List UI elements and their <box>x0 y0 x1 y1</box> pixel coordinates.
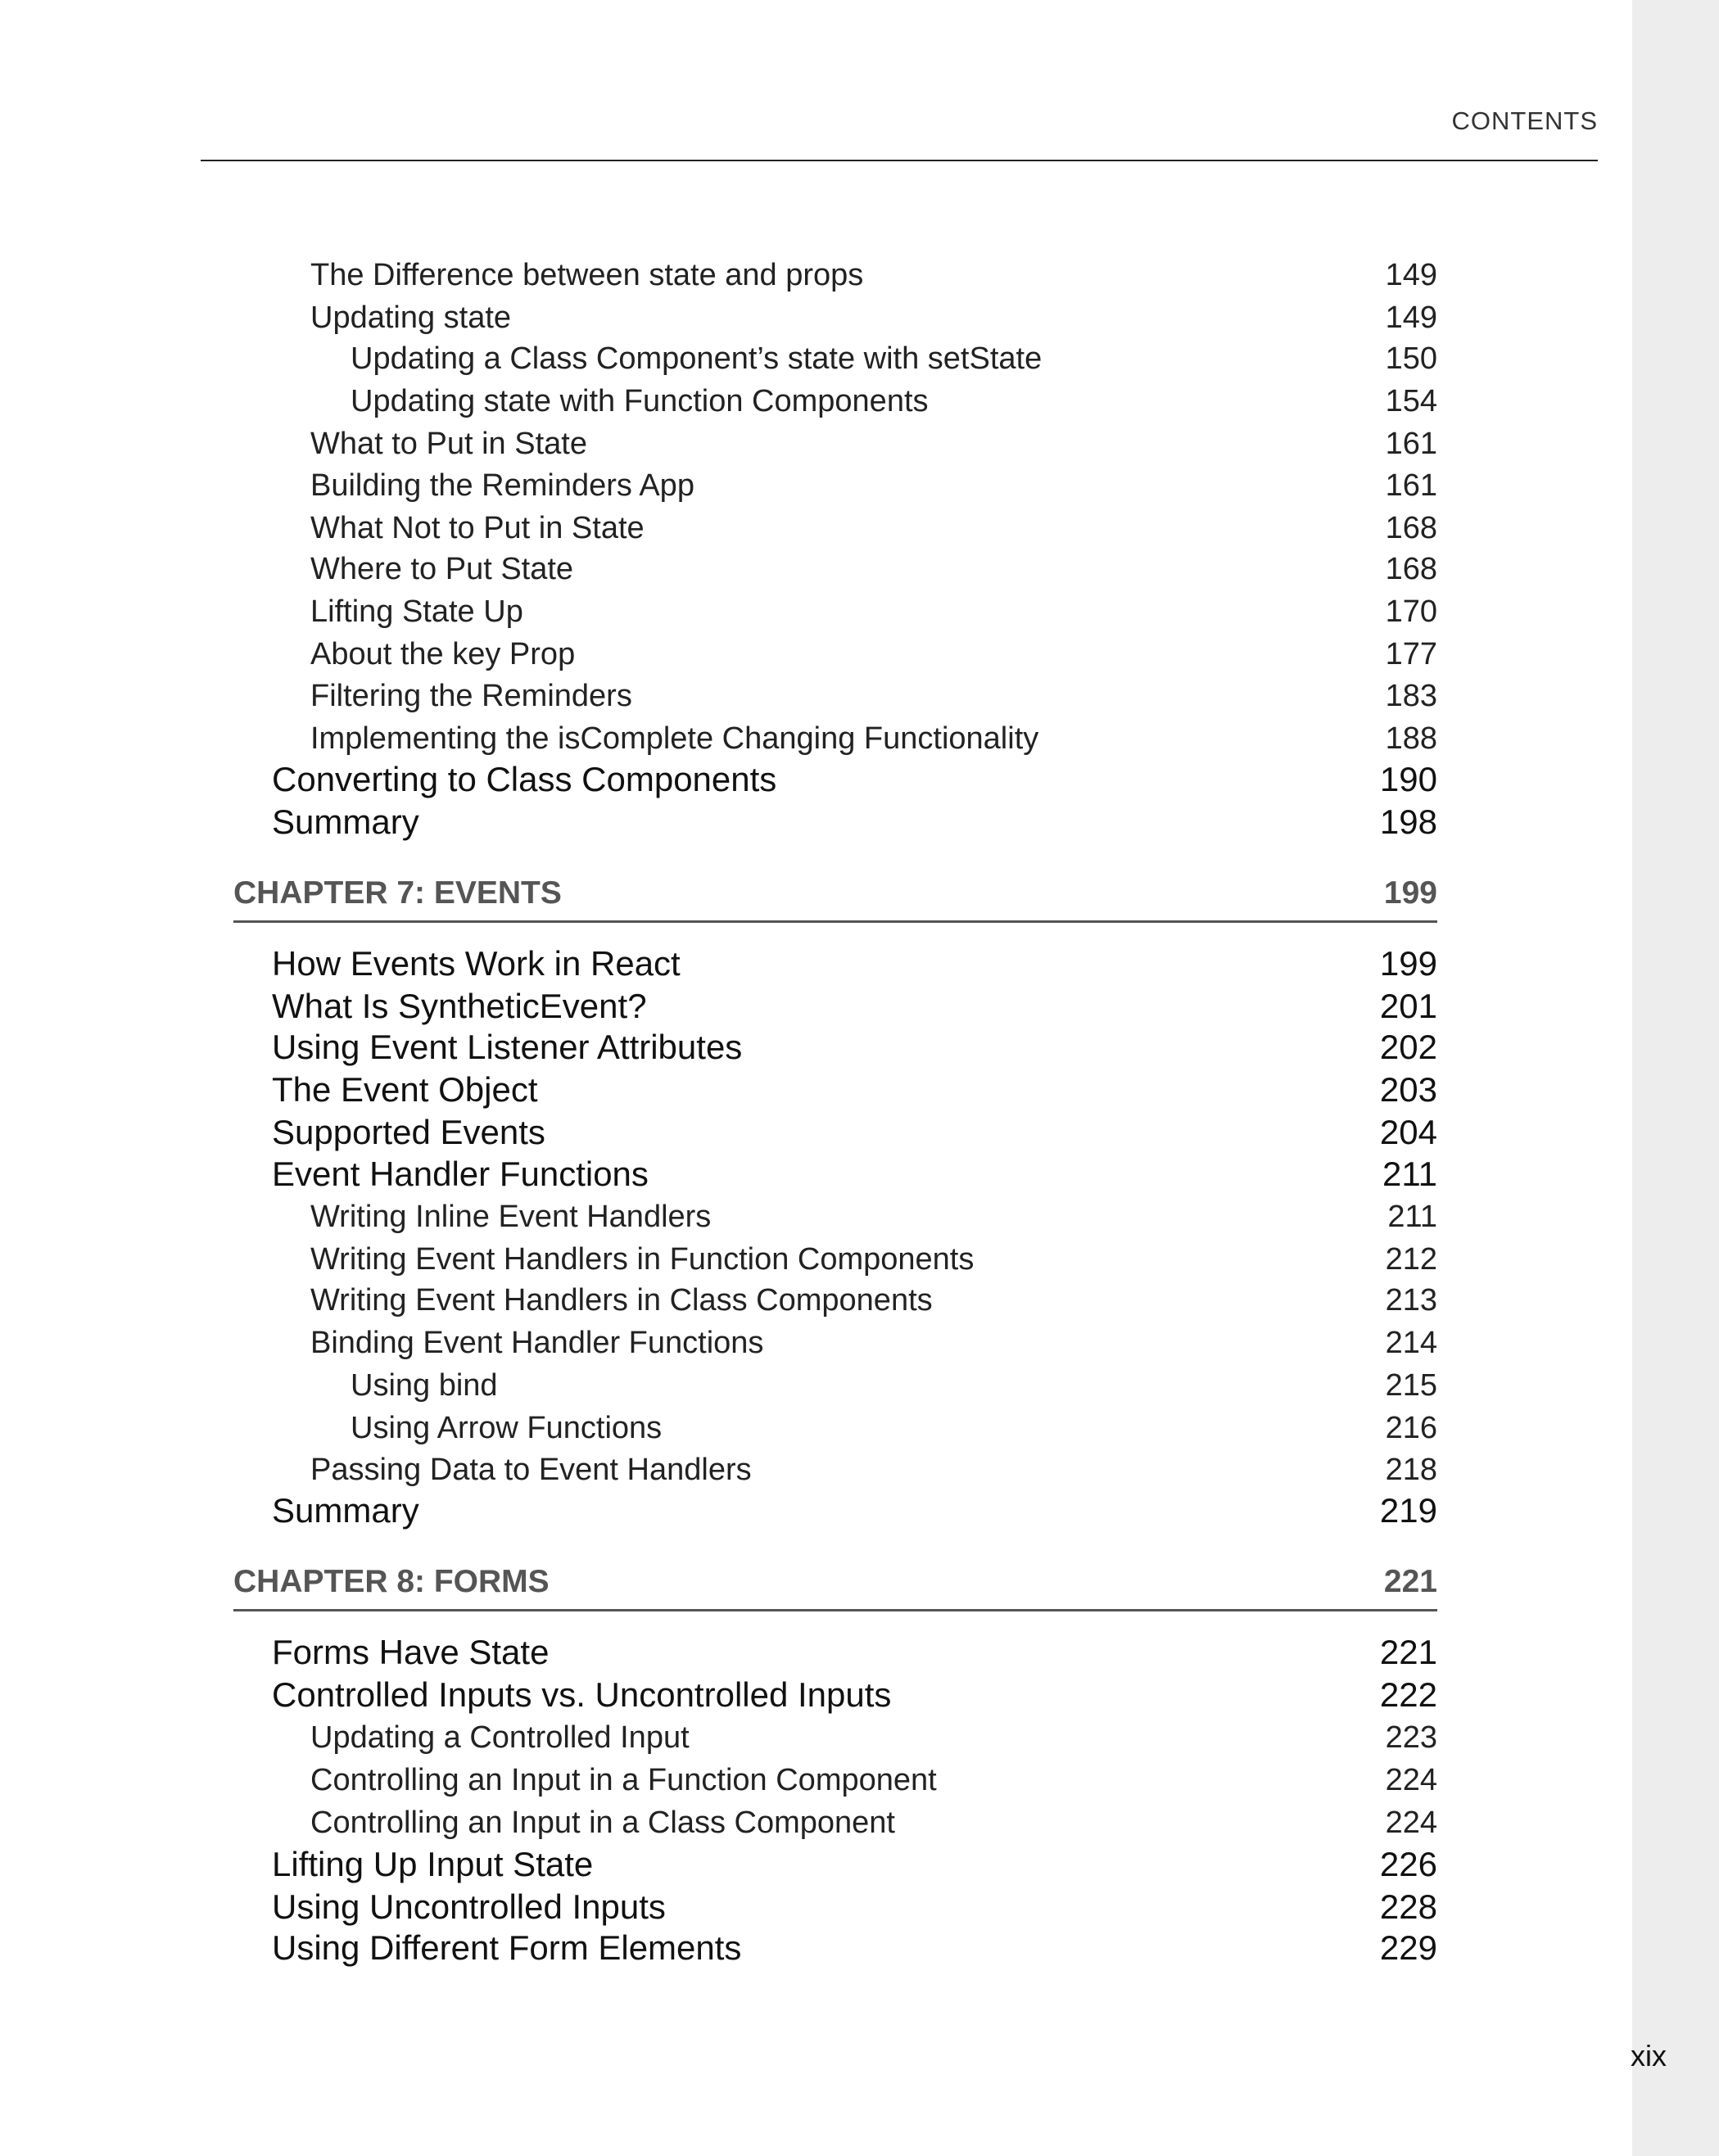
toc-entry <box>0 590 1437 633</box>
chapter-rule <box>233 920 1437 923</box>
entry-page-number: 223 <box>1385 1720 1437 1755</box>
toc-entry <box>0 423 1437 465</box>
entry-title: Updating a Controlled Input <box>310 1720 690 1755</box>
toc-entry <box>0 1407 1437 1449</box>
entry-title: Controlled Inputs vs. Uncontrolled Inputs <box>272 1675 892 1714</box>
entry-title: Writing Event Handlers in Function Components <box>310 1242 975 1277</box>
entry-page-number: 224 <box>1385 1763 1437 1797</box>
entry-title: Controlling an Input in a Class Component <box>310 1806 895 1840</box>
entry-title: Supported Events <box>272 1113 545 1151</box>
entry-page-number: 150 <box>1385 341 1437 376</box>
entry-title: Building the Reminders App <box>310 468 694 503</box>
toc-entry <box>0 717 1437 760</box>
entry-title: Updating state <box>310 301 512 335</box>
toc-entry <box>0 296 1437 339</box>
toc-entry <box>0 1759 1437 1801</box>
toc-entry <box>0 507 1437 549</box>
toc-entry <box>0 675 1437 717</box>
entry-page-number: 201 <box>1379 987 1437 1025</box>
toc-entry <box>0 1069 1437 1111</box>
toc-entry <box>0 1927 1437 1969</box>
entry-page-number: 177 <box>1385 637 1437 671</box>
entry-page-number: 199 <box>1383 875 1437 911</box>
entry-title: Writing Inline Event Handlers <box>310 1200 712 1234</box>
entry-page-number: 216 <box>1385 1411 1437 1445</box>
entry-page-number: 149 <box>1385 258 1437 292</box>
entry-page-number: 226 <box>1379 1845 1437 1883</box>
header-rule <box>201 160 1598 161</box>
entry-title: Using bind <box>351 1368 498 1403</box>
entry-title: Summary <box>272 802 419 841</box>
entry-title: Updating a Class Component’s state with setState <box>351 341 1043 376</box>
toc-entry <box>0 1026 1437 1069</box>
entry-title: Lifting Up Input State <box>272 1845 594 1883</box>
toc-entry <box>0 1886 1437 1928</box>
toc-entry <box>0 1631 1437 1674</box>
toc-entry <box>0 633 1437 676</box>
page-margin-strip <box>1632 0 1719 2156</box>
entry-title: What Is SyntheticEvent? <box>272 987 647 1025</box>
entry-page-number: 183 <box>1385 679 1437 713</box>
page-number: xix <box>1631 2039 1667 2072</box>
entry-title: The Difference between state and props <box>310 258 864 292</box>
entry-page-number: 154 <box>1385 384 1437 418</box>
chapter-heading <box>0 872 1437 915</box>
entry-page-number: 221 <box>1379 1633 1437 1671</box>
entry-page-number: 203 <box>1379 1070 1437 1109</box>
entry-page-number: 229 <box>1379 1928 1437 1967</box>
entry-title: Implementing the isComplete Changing Functionality <box>310 721 1039 756</box>
entry-page-number: 149 <box>1385 301 1437 335</box>
entry-page-number: 170 <box>1385 594 1437 629</box>
toc-entry <box>0 942 1437 985</box>
entry-title: Lifting State Up <box>310 594 523 629</box>
entry-page-number: 222 <box>1379 1675 1437 1714</box>
entry-page-number: 219 <box>1379 1491 1437 1530</box>
toc-entry <box>0 380 1437 423</box>
toc-entry <box>0 1801 1437 1844</box>
entry-title: About the key Prop <box>310 637 576 671</box>
toc-entry <box>0 1238 1437 1281</box>
entry-page-number: 214 <box>1385 1326 1437 1360</box>
entry-page-number: 188 <box>1385 721 1437 756</box>
toc-entry <box>0 1449 1437 1491</box>
entry-page-number: 228 <box>1379 1887 1437 1926</box>
entry-title: Binding Event Handler Functions <box>310 1326 764 1360</box>
entry-page-number: 204 <box>1379 1113 1437 1151</box>
toc-entry <box>0 1364 1437 1407</box>
entry-page-number: 168 <box>1385 511 1437 545</box>
entry-title: How Events Work in React <box>272 944 681 983</box>
entry-title: The Event Object <box>272 1070 538 1109</box>
toc-entry <box>0 1489 1437 1532</box>
entry-page-number: 215 <box>1385 1368 1437 1403</box>
toc-entry <box>0 464 1437 507</box>
entry-title: Forms Have State <box>272 1633 550 1671</box>
toc-entry <box>0 1196 1437 1238</box>
toc-entry <box>0 1111 1437 1154</box>
entry-page-number: 161 <box>1385 468 1437 503</box>
entry-page-number: 212 <box>1385 1242 1437 1277</box>
entry-page-number: 211 <box>1387 1200 1437 1234</box>
entry-title: Using Event Listener Attributes <box>272 1028 743 1066</box>
entry-page-number: 218 <box>1385 1453 1437 1487</box>
entry-page-number: 211 <box>1382 1155 1437 1193</box>
toc-entry <box>0 1279 1437 1322</box>
entry-title: Using Arrow Functions <box>351 1411 663 1445</box>
entry-title: Filtering the Reminders <box>310 679 632 713</box>
toc-entry <box>0 1153 1437 1196</box>
entry-title: CHAPTER 7: EVENTS <box>233 875 562 911</box>
toc-entry <box>0 254 1437 296</box>
entry-title: Using Different Form Elements <box>272 1928 742 1967</box>
entry-page-number: 221 <box>1383 1564 1437 1599</box>
toc-entry <box>0 1716 1437 1759</box>
entry-page-number: 202 <box>1379 1028 1437 1066</box>
entry-title: What to Put in State <box>310 427 587 461</box>
entry-page-number: 161 <box>1385 427 1437 461</box>
entry-title: Using Uncontrolled Inputs <box>272 1887 666 1926</box>
entry-page-number: 198 <box>1379 802 1437 841</box>
entry-title: Updating state with Function Components <box>351 384 929 418</box>
entry-page-number: 199 <box>1379 944 1437 983</box>
toc-entry <box>0 1674 1437 1716</box>
entry-page-number: 224 <box>1385 1806 1437 1840</box>
toc-entry <box>0 758 1437 801</box>
entry-page-number: 213 <box>1385 1283 1437 1318</box>
toc-entry <box>0 1843 1437 1886</box>
toc-entry <box>0 337 1437 380</box>
entry-title: What Not to Put in State <box>310 511 645 545</box>
entry-title: Writing Event Handlers in Class Components <box>310 1283 933 1318</box>
entry-page-number: 190 <box>1379 760 1437 798</box>
running-head: CONTENTS <box>1451 106 1598 135</box>
entry-title: Controlling an Input in a Function Component <box>310 1763 937 1797</box>
entry-title: Event Handler Functions <box>272 1155 649 1193</box>
entry-title: Passing Data to Event Handlers <box>310 1453 752 1487</box>
chapter-rule <box>233 1609 1437 1611</box>
toc-entry <box>0 985 1437 1028</box>
toc-entry <box>0 801 1437 843</box>
entry-title: Where to Put State <box>310 552 574 586</box>
chapter-heading <box>0 1561 1437 1603</box>
toc-entry <box>0 1322 1437 1364</box>
entry-title: Summary <box>272 1491 419 1530</box>
entry-title: CHAPTER 8: FORMS <box>233 1564 550 1599</box>
entry-page-number: 168 <box>1385 552 1437 586</box>
toc-entry <box>0 548 1437 590</box>
entry-title: Converting to Class Components <box>272 760 777 798</box>
